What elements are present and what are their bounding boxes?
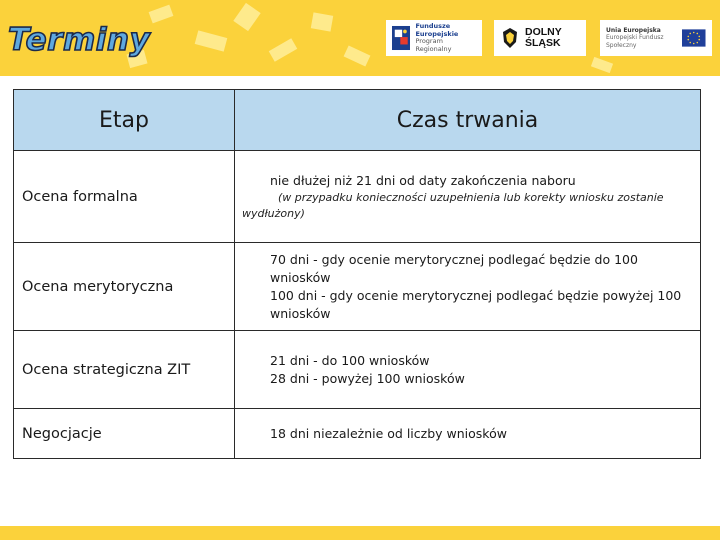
etap-cell: Negocjacje: [14, 409, 235, 459]
czas-line: nie dłużej niż 21 dni od daty zakończenia naboru: [270, 172, 576, 188]
czas-cell: [235, 151, 701, 243]
footer-band: [0, 526, 720, 540]
etap-cell: Ocena strategiczna ZIT: [14, 331, 235, 409]
czas-line: 70 dni - gdy ocenie merytorycznej podlegać będzie do 100 wniosków: [270, 251, 638, 285]
fe-flag-icon: [392, 25, 410, 51]
decorative-shape: [149, 5, 174, 24]
czas-line: 28 dni - powyżej 100 wniosków: [270, 370, 465, 386]
ds-logo-line1: DOLNY: [525, 26, 562, 38]
fundusze-europejskie-logo: [386, 20, 482, 56]
decorative-shape: [233, 3, 260, 31]
fe-logo-line3: Program Regionalny: [415, 37, 452, 53]
czas-cell: [235, 331, 701, 409]
czas-line: 100 dni - gdy ocenie merytorycznej podlegać będzie powyżej 100 wniosków: [270, 287, 682, 321]
table-row: [14, 409, 701, 459]
ue-logo-line2: Europejski Fundusz Społeczny: [606, 34, 664, 49]
czas-line: 18 dni niezależnie od liczby wniosków: [270, 425, 507, 441]
header-czas-trwania: Czas trwania: [235, 90, 701, 151]
table-row: [14, 331, 701, 409]
czas-cell: [235, 243, 701, 331]
ds-logo-line2: ŚLĄSK: [525, 37, 561, 49]
header-band: [0, 0, 720, 76]
czas-note: (w przypadku konieczności uzupełnienia lub korekty wniosku zostanie wydłużony): [242, 190, 664, 220]
ue-logo-line1: Unia Europejska: [606, 26, 661, 34]
eagle-crest-icon: [500, 26, 520, 50]
table-row: [14, 151, 701, 243]
decorative-shape: [311, 12, 333, 31]
decorative-shape: [344, 45, 371, 66]
decorative-shape: [269, 38, 298, 61]
table-row: [14, 243, 701, 331]
czas-cell: [235, 409, 701, 459]
fe-logo-line2: Europejskie: [415, 29, 459, 38]
eu-flag-icon: [682, 27, 706, 49]
dolny-slask-logo: [494, 20, 586, 56]
etap-cell: Ocena merytoryczna: [14, 243, 235, 331]
unia-europejska-logo: [600, 20, 712, 56]
terms-table: [13, 89, 701, 459]
page-title: Terminy: [8, 22, 151, 58]
fe-logo-line1: Fundusze: [415, 22, 451, 30]
etap-cell: Ocena formalna: [14, 151, 235, 243]
header-etap: Etap: [14, 90, 235, 151]
decorative-shape: [195, 30, 228, 51]
decorative-shape: [591, 57, 613, 73]
table-header-row: [14, 90, 701, 151]
czas-line: 21 dni - do 100 wniosków: [270, 352, 430, 368]
